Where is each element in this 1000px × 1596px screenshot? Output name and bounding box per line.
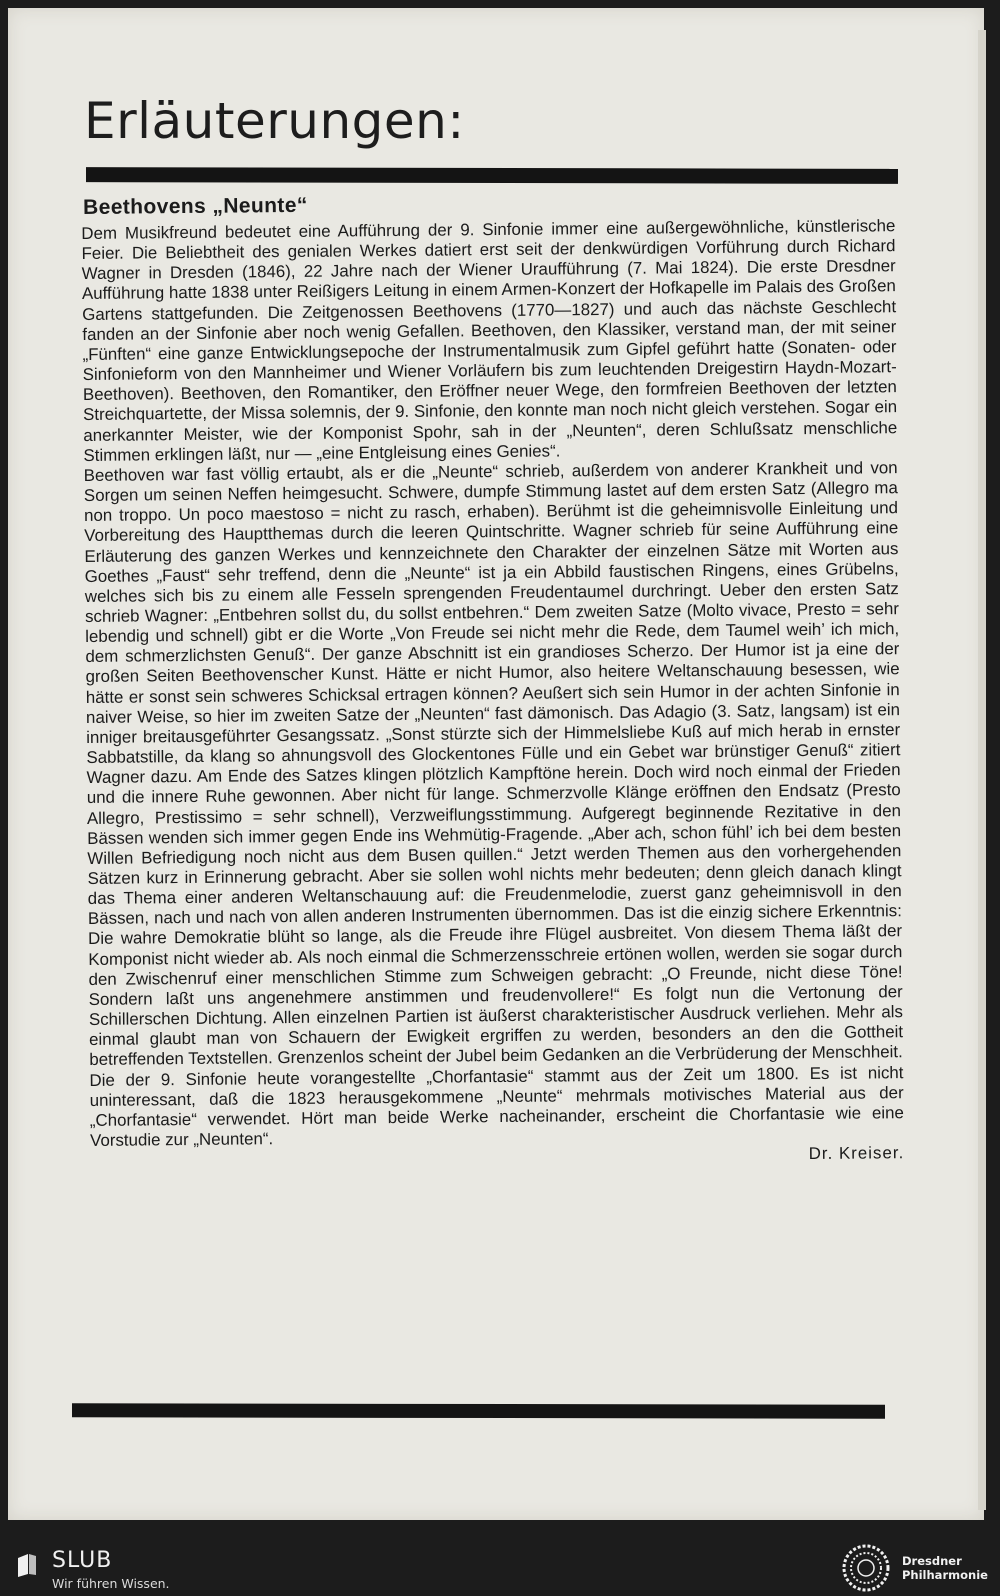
bottom-divider [72,1403,885,1418]
partner-name-line1: Dresdner [902,1554,962,1568]
library-name: SLUB [52,1548,113,1573]
partner-name-line2: Philharmonie [902,1568,988,1582]
article [81,188,904,1171]
partner-name [902,1554,988,1582]
article-title: Beethovens „Neunte“ [82,193,308,219]
author-signature: Dr. Kreiser. [808,1143,905,1164]
sunburst-circle-icon [842,1544,890,1592]
paragraph-1: Dem Musikfreund bedeutet eine Aufführung der 9. Sinfonie immer eine außergewöhnliche, künstlerische Feier. Die Beliebtheit des genialen Werkes datiert erst seit der denkwürdigen Vorführung durch Richard Wagner in Dresden (1846), 22 Jahre nach der Wiener Uraufführung (7. Mai 1824). Die erste Dresdner Aufführung hatte 1838 unter Reißigers Leitung in einem Armen-Konzert der Hofkapelle im Palais des Großen Gartens stattgefunden. Die Zeitgenossen Beethovens (1770—1827) und auch das nächste Geschlecht fanden an der Sinfonie aber noch wenig Gefallen. Beethoven, den Klassiker, verstand man, der mit seiner „Fünften“ eine ganze Entwicklungsepoche der Instrumentalmusik zum Gipfel geführt hatte (Sonaten- oder Sinfonieform von den Mannheimer und Wiener Vorläufern bis zum leuchtenden Dreigestirn Haydn-Mozart-Beethoven). Beethoven, den Romantiker, den Eröffner neuer Wege, den formfreien Beethoven der letzten Streichquartette, der Missa solemnis, der 9. Sinfonie, den konnte man noch nicht gleich verstehen. Sogar ein anerkannter Meister, wie der Komponist Spohr, sah in der „Neunten“, deren Schlußsatz menschliche Stimmen erklingen läßt, nur — „eine Entgleisung eines Genies“. [81,216,898,465]
footer-bar [0,1540,1000,1596]
book-stack-icon [16,1552,38,1578]
paragraph-3: Die der 9. Sinfonie heute vorangestellte „Chorfantasie“ stammt aus der Zeit um 1800. Es ist nicht uninteressant, daß die 1823 herausgekommene „Neunte“ mehrmals motivisches Material aus der „Chorfantasie“ verwendet. Hört man beide Werke nacheinander, erscheint die Chorfantasie wie eine Vorstudie zur „Neunten“. [89,1062,904,1150]
top-divider [86,167,898,184]
document-page [8,8,984,1520]
paper-edge [978,30,986,1510]
page-heading: Erläuterungen: [84,92,465,150]
library-tagline: Wir führen Wissen. [52,1576,170,1591]
paragraph-2: Beethoven war fast völlig ertaubt, als er die „Neunte“ schrieb, außerdem von anderer Krankheit und von Sorgen um seinen Neffen heimgesucht. Schwere, dumpfe Stimmung lastet auf dem ersten Satz (Allegro ma non troppo. Un poco maestoso = nicht zu rasch, erhaben). Berühmt ist die geheimnisvolle Einleitung und Vorbereitung des Hauptthemas durch die leeren Quintschritte. Wagner schrieb für seine Aufführung eine Erläuterung des ganzen Werkes und kennzeichnete den Charakter der einzelnen Sätze mit Worten aus Goethes „Faust“ sehr treffend, denn die „Neunte“ ist ja ein Abbild faustischen Ringens, eines Grübelns, welches sich bis zu einem alle Fesseln sprengenden Freudentaumel durchringt. Ueber den ersten Satz schrieb Wagner: „Entbehren sollst du, du sollst entbehren.“ Dem zweiten Satze (Molto vivace, Presto = sehr lebendig und schnell) gibt er die Worte „Von Freude sei nicht mehr die Rede, dem Taumel weih’ ich mich, dem schmerzlichsten Genuß“. Der ganze Abschnitt ist ein grandioses Scherzo. Der Humor ist ja eine der großen Seiten Beethovenscher Kunst. Hätte er nicht Humor, also heitere Weltanschauung besessen, wie hätte er sonst sein schweres Schicksal ertragen können? Aeußert sich sein Humor in der achten Sinfonie in naiver Weise, so hier im zweiten Satze der „Neunten“ fast dämonisch. Das Adagio (3. Satz, langsam) ist ein inniger breitausgeführter Gesangssatz. „Sonst stürzte sich der Himmelsliebe Kuß auf mich herab in ernster Sabbatstille, da klang so ahnungsvoll des Glockentones Fülle und ein Gebet war brünstiger Genuß“ zitiert Wagner dazu. Am Ende des Satzes klingen plötzlich Kampftöne herein. Doch wird noch einmal der Frieden und die innere Ruhe gewonnen. Aber nicht für lange. Schmerzvolle Klänge eröffnen den Endsatz (Presto Allegro, Prestissimo = sehr schnell), Verzweiflungsstimmung. Aufgeregt beginnende Rezitative in den Bässen wenden sich immer gegen Ende ins Wehmütig-Fragende. „Aber ach, schon fühl’ ich bei dem besten Willen Befriedigung noch nicht aus dem Busen quillen.“ Jetzt werden Themen aus den vorhergehenden Sätzen kurz in Erinnerung gebracht. Aber sie sollen wohl nichts mehr bedeuten; denn gleich danach klingt das Thema einer anderen Weltanschauung auf: die Freudenmelodie, zuerst ganz geheimnisvoll in den Bässen, nach und nach von allen anderen Instrumenten übernommen. Das ist die einzig sichere Erkenntnis: Die wahre Demokratie blüht so lange, als die Freude ihre Flügel ausbreitet. Von diesem Thema läßt der Komponist nicht wieder ab. Als noch einmal die Schmerzensschreie ertönen wollen, werden sie sogar durch den Zwischenruf einer menschlichen Stimme zum Schweigen gebracht: „O Freunde, nicht diese Töne! Sondern laßt uns angenehmere anstimmen und freudenvollere!“ Es folgt nun die Vertonung der Schillerschen Dichtung. Allen einzelnen Partien ist äußerst charakteristischer Ausdruck verliehen. Mehr als einmal glaubt man von Schauern der Ewigkeit ergriffen zu werden, besonders an den die Gottheit betreffenden Textstellen. Grenzenlos scheint der Jubel beim Gedanken an die Verbrüderung der Menschheit. [83,458,904,1070]
